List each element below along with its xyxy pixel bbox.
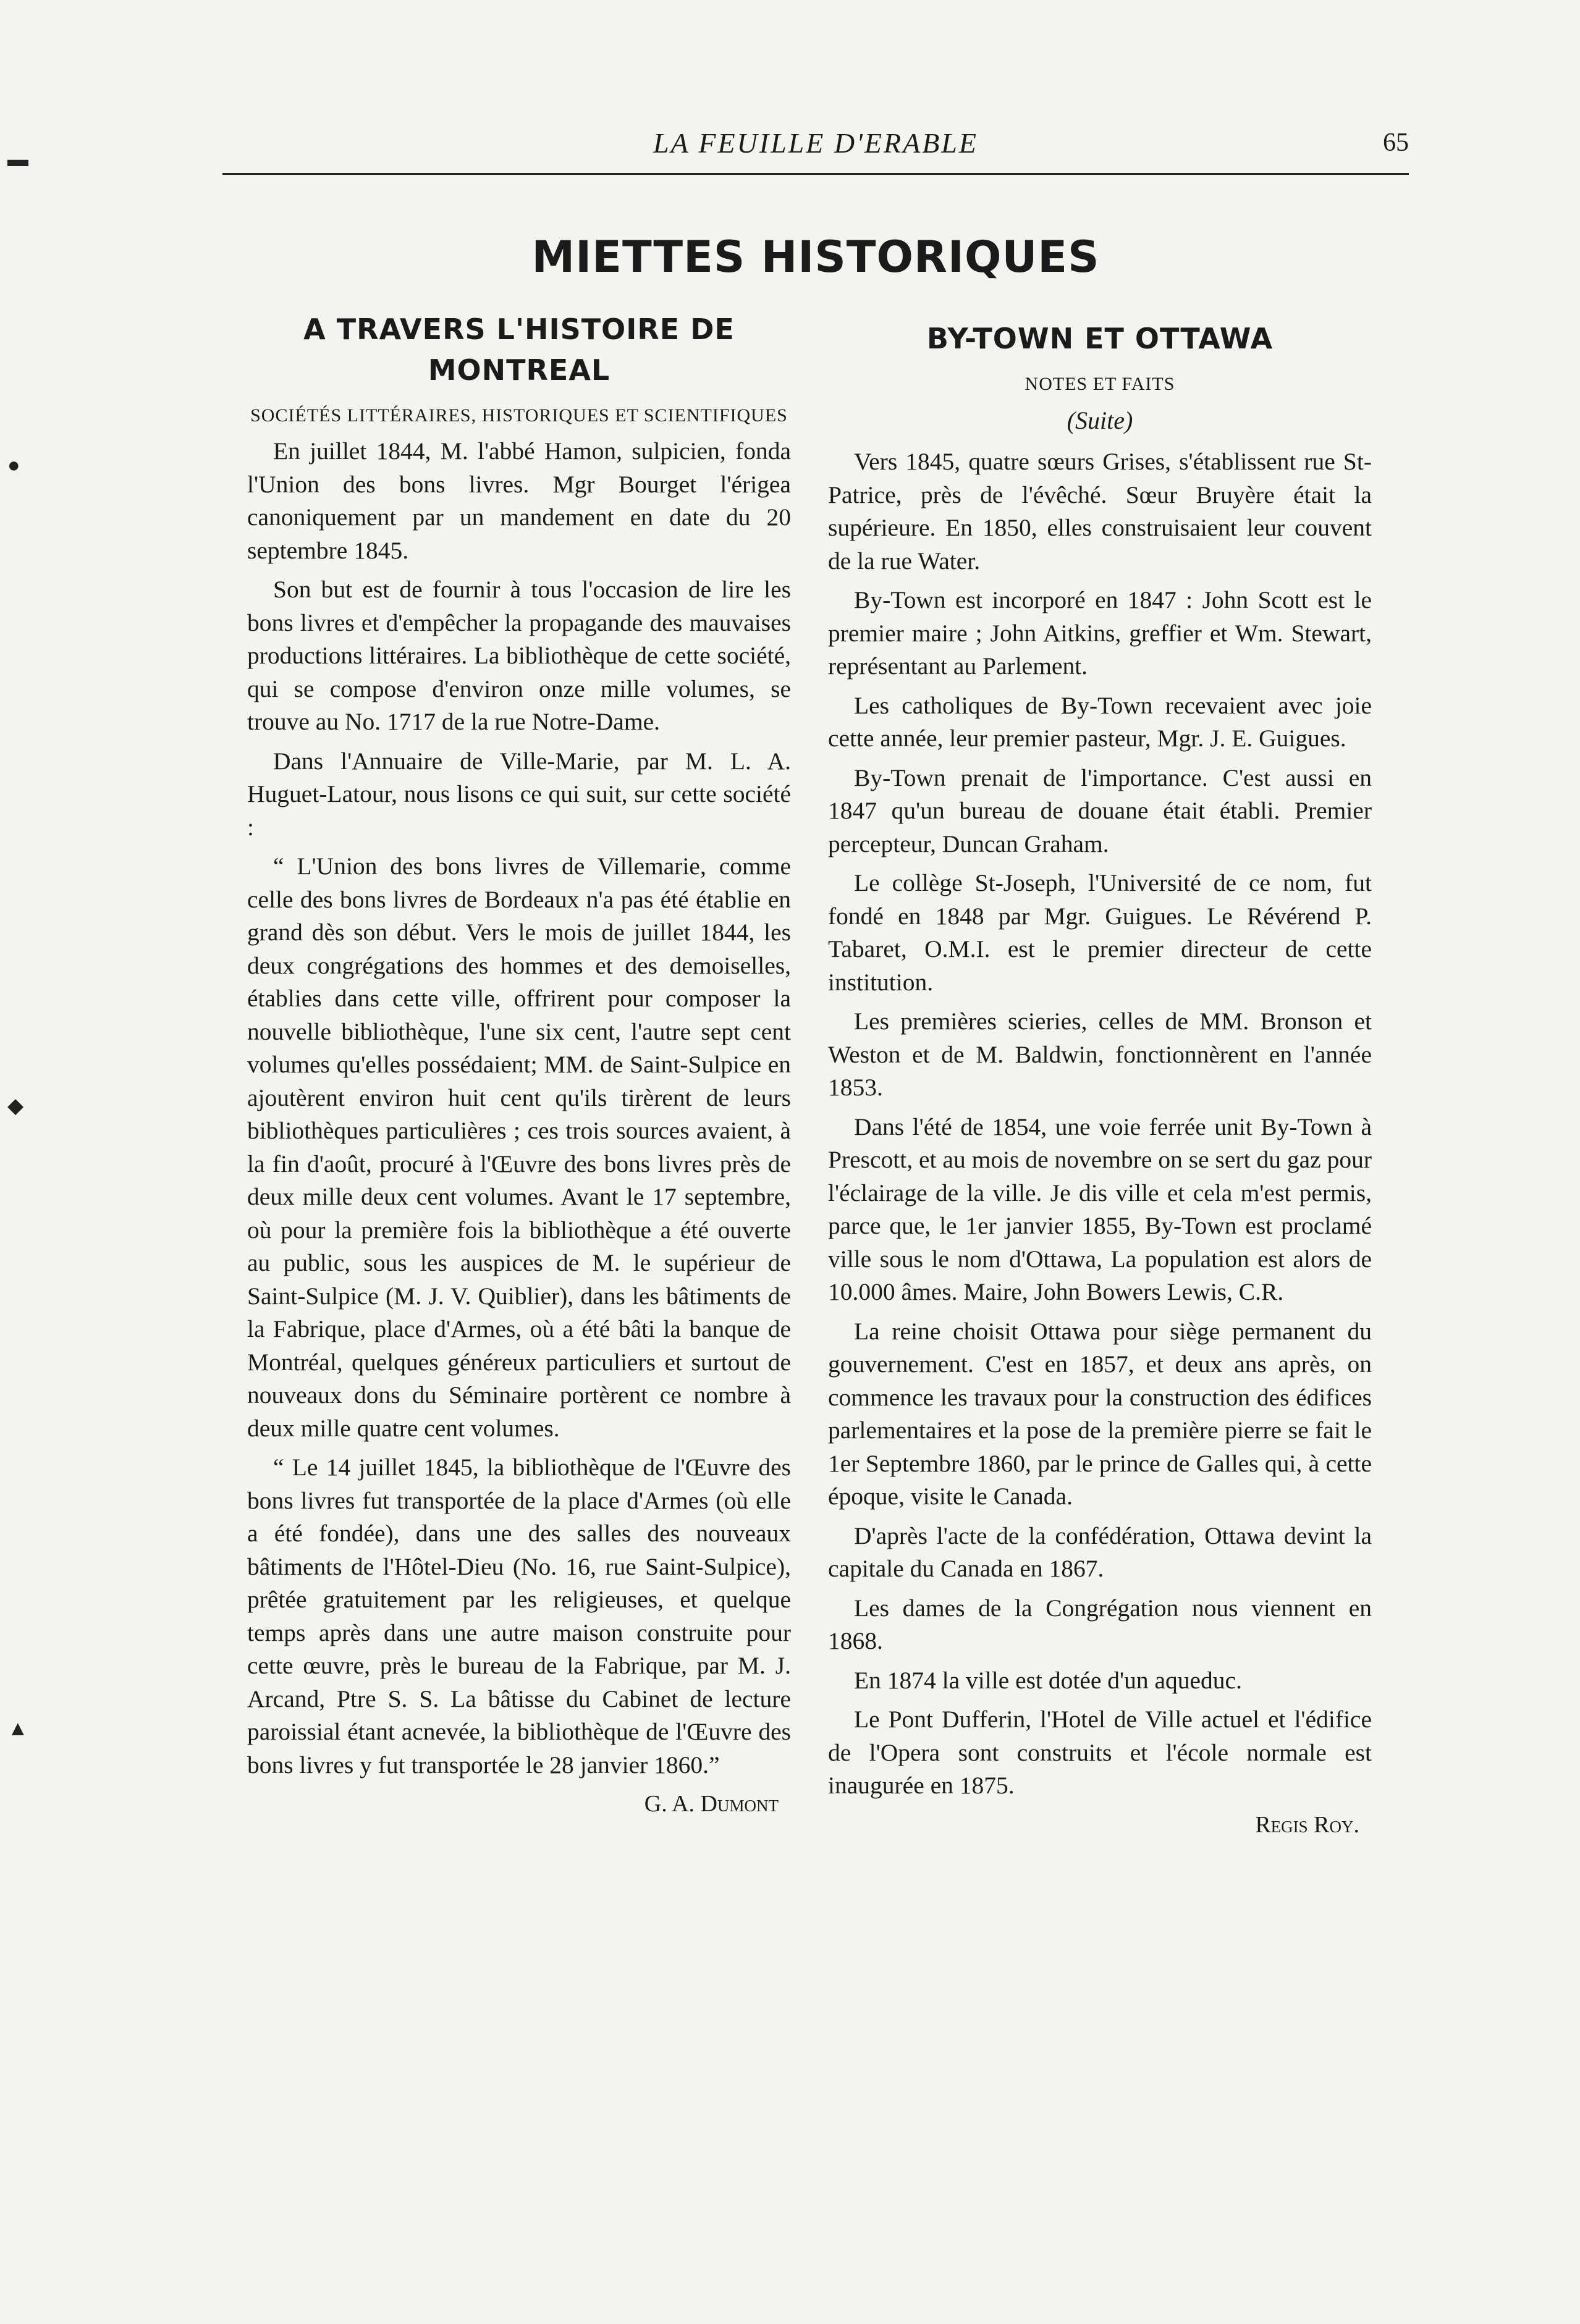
page-number: 65 bbox=[1383, 128, 1409, 157]
right-paragraph: La reine choisit Ottawa pour siège permanent du gouvernement. C'est en 1857, et deux ans après, on commence les travaux pour la construction des édifices parlementaires et la pose de la première pierre se fait le 1er Septembre 1860, par le prince de Galles qui, à cette époque, visite le Canada. bbox=[828, 1317, 1372, 1510]
right-signature: Regis Roy. bbox=[1255, 1811, 1359, 1838]
right-paragraph: By-Town prenait de l'importance. C'est aussi en 1847 qu'un bureau de douane était établi. Premier percepteur, Duncan Graham. bbox=[828, 764, 1372, 857]
page-title: MIETTES HISTORIQUES bbox=[531, 232, 1100, 282]
right-article-continuation: (Suite) bbox=[1067, 406, 1133, 434]
margin-speck: ▲ bbox=[7, 1717, 28, 1740]
left-paragraph: En juillet 1844, M. l'abbé Hamon, sulpicien, fonda l'Union des bons livres. Mgr Bourget l'érigea canoniquement par un mandement en date du 20 septembre 1845. bbox=[247, 437, 791, 564]
header-rule bbox=[222, 173, 1409, 175]
right-paragraph: Vers 1845, quatre sœurs Grises, s'établissent rue St-Patrice, près de l'évêché. Sœur Bruyère était la supérieure. En 1850, elles construisaient leur couvent de la rue Water. bbox=[828, 448, 1372, 575]
left-article-subtitle: SOCIÉTÉS LITTÉRAIRES, HISTORIQUES ET SCIENTIFIQUES bbox=[250, 405, 788, 426]
margin-speck: ▬ bbox=[7, 148, 28, 171]
left-paragraph: “ L'Union des bons livres de Villemarie, comme celle des bons livres de Bordeaux n'a pas été établie en grand dès son début. Vers le mois de juillet 1844, les deux congrégations des hommes et des demoiselles, établies dans cette ville, offrirent pour composer la nouvelle bibliothèque, l'une six cent, l'autre sept cent volumes qu'elles possédaient; MM. de Saint-Sulpice en ajoutèrent environ huit cent qu'ils tirèrent de leurs bibliothèques particulières ; ces trois sources avaient, à la fin d'août, procuré à l'Œuvre des bons livres près de deux mille deux cent volumes. Avant le 17 septembre, où pour la première fois la bibliothèque a été ouverte au public, sous les auspices de M. le supérieur de Saint-Sulpice (M. J. V. Quiblier), dans les bâtiments de la Fabrique, place d'Armes, où a été bâti la banque de Montréal, quelques généreux particuliers et surtout de nouveaux dons du Séminaire portèrent ce nombre à deux mille quatre cent volumes. bbox=[247, 853, 791, 1442]
right-article-subtitle: NOTES ET FAITS bbox=[1024, 374, 1175, 394]
left-paragraph: Dans l'Annuaire de Ville-Marie, par M. L. A. Huguet-Latour, nous lisons ce qui suit, sur cette société : bbox=[247, 747, 791, 841]
right-paragraph: En 1874 la ville est dotée d'un aqueduc. bbox=[854, 1666, 1242, 1694]
right-paragraph: Les catholiques de By-Town recevaient avec joie cette année, leur premier pasteur, Mgr. J. E. Guigues. bbox=[828, 691, 1372, 752]
right-paragraph: By-Town est incorporé en 1847 : John Scott est le premier maire ; John Aitkins, greffier et Wm. Stewart, représentant au Parlement. bbox=[828, 586, 1372, 680]
left-article-title: A TRAVERS L'HISTOIRE DE MONTREAL bbox=[303, 313, 735, 387]
right-paragraph: Le collège St-Joseph, l'Université de ce nom, fut fondé en 1848 par Mgr. Guigues. Le Révérend P. Tabaret, O.M.I. est le premier directeur de cette institution. bbox=[828, 869, 1372, 996]
left-column bbox=[247, 309, 791, 1820]
right-column bbox=[828, 318, 1372, 1841]
left-signature: G. A. Dumont bbox=[644, 1791, 779, 1817]
left-paragraph: Son but est de fournir à tous l'occasion de lire les bons livres et d'empêcher la propagande des mauvaises productions littéraires. La bibliothèque de cette société, qui se compose d'environ onze mille volumes, se trouve au No. 1717 de la rue Notre-Dame. bbox=[247, 576, 791, 735]
right-paragraph: Dans l'été de 1854, une voie ferrée unit By-Town à Prescott, et au mois de novembre on se sert du gaz pour l'éclairage de la ville. Je dis ville et cela m'est permis, parce que, le 1er janvier 1855, By-Town est proclamé ville sous le nom d'Ottawa, La population est alors de 10.000 âmes. Maire, John Bowers Lewis, C.R. bbox=[828, 1113, 1372, 1305]
margin-speck: ◆ bbox=[7, 1095, 24, 1118]
running-title: LA FEUILLE D'ERABLE bbox=[653, 127, 978, 159]
right-paragraph: Les premières scieries, celles de MM. Bronson et Weston et de M. Baldwin, fonctionnèrent en l'année 1853. bbox=[828, 1008, 1372, 1101]
right-paragraph: Le Pont Dufferin, l'Hotel de Ville actuel et l'édifice de l'Opera sont construits et l'école normale est inaugurée en 1875. bbox=[828, 1706, 1372, 1799]
right-article-title: BY-TOWN ET OTTAWA bbox=[926, 322, 1274, 355]
running-header bbox=[222, 127, 1409, 170]
margin-speck: ● bbox=[7, 454, 20, 477]
right-paragraph: Les dames de la Congrégation nous viennent en 1868. bbox=[828, 1594, 1372, 1654]
right-paragraph: D'après l'acte de la confédération, Ottawa devint la capitale du Canada en 1867. bbox=[828, 1522, 1372, 1582]
left-paragraph: “ Le 14 juillet 1845, la bibliothèque de l'Œuvre des bons livres fut transportée de la place d'Armes (où elle a été fondée), dans une des salles des nouveaux bâtiments de l'Hôtel-Dieu (No. 16, rue Saint-Sulpice), prêtée gratuitement par les religieuses, et quelque temps après dans une autre maison construite pour cette œuvre, près le bureau de la Fabrique, par M. J. Arcand, Ptre S. S. La bâtisse du Cabinet de lecture paroissial étant acnevée, la bibliothèque de l'Œuvre des bons livres y fut transportée le 28 janvier 1860.” bbox=[247, 1454, 791, 1779]
